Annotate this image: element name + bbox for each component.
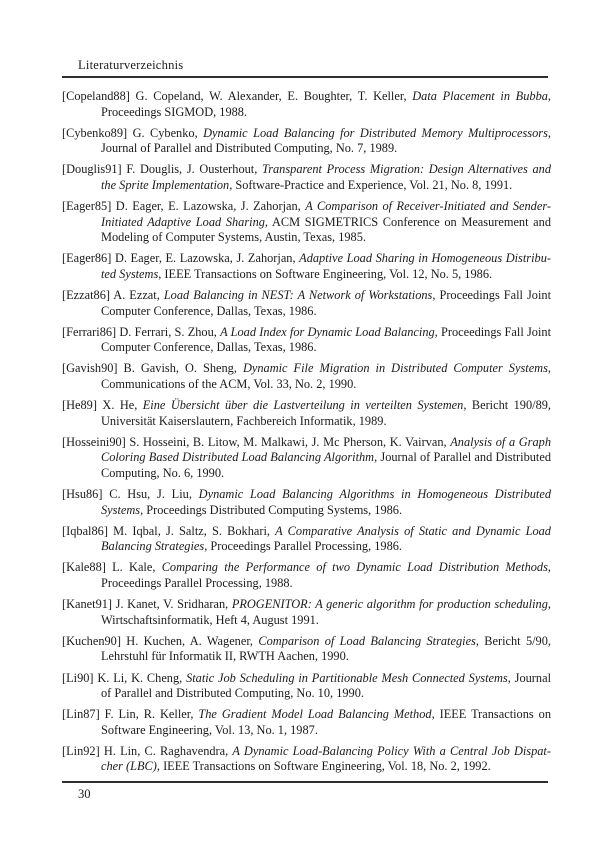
bib-entry bbox=[62, 524, 551, 555]
entry-key-authors: [Iqbal86] M. Iqbal, J. Saltz, S. Bokhari, bbox=[62, 523, 276, 538]
entry-publication: , IEEE Transactions on Software Engineering, Vol. 12, No. 5, 1986. bbox=[158, 266, 493, 281]
bibliography-list bbox=[62, 89, 551, 781]
header-rule bbox=[62, 76, 548, 78]
entry-key-authors: [Hsu86] C. Hsu, J. Liu, bbox=[62, 487, 199, 502]
bib-entry bbox=[62, 126, 551, 157]
entry-publication: , Bericht 190/89, Universität Kaiserslautern, Fachbereich Informatik, 1989. bbox=[101, 398, 552, 428]
entry-publication: , Proceedings Distributed Computing Systems, 1986. bbox=[140, 502, 403, 517]
bib-entry bbox=[62, 707, 551, 738]
entry-publication: , Journal of Parallel and Distributed Computing, No. 7, 1989. bbox=[101, 125, 551, 156]
entry-title: Comparison of Load Balancing Strategies bbox=[258, 633, 476, 648]
entry-title: A Comparison of Receiver-Initiated and Sender-Initiated Adaptive Load Sharing bbox=[101, 199, 551, 229]
bib-entry bbox=[62, 398, 551, 429]
entry-title: The Gradient Model Load Balancing Method bbox=[198, 707, 432, 722]
entry-title: A Load Index for Dynamic Load Balancing bbox=[220, 324, 435, 339]
entry-publication: , Proceedings Parallel Processing, 1988. bbox=[101, 560, 551, 591]
entry-title: A Comparative Analysis of Static and Dynamic Load Balancing Strategies bbox=[101, 523, 551, 554]
page-number: 30 bbox=[78, 787, 91, 801]
footer-rule bbox=[62, 781, 548, 783]
entry-publication: , Journal of Parallel and Distributed Computing, No. 6, 1990. bbox=[101, 450, 552, 480]
bib-entry bbox=[62, 560, 551, 591]
entry-publication: , IEEE Transactions on Software Engineering, Vol. 18, No. 2, 1992. bbox=[156, 759, 491, 774]
entry-key-authors: [Hosseini90] S. Hosseini, B. Litow, M. Malkawi, J. Mc Pherson, K. Vairvan, bbox=[62, 434, 451, 449]
entry-key-authors: [He89] X. He, bbox=[62, 398, 143, 413]
entry-title: Eine Übersicht über die Lastverteilung in verteilten Systemen bbox=[142, 398, 464, 413]
entry-title: PROGENITOR: A generic algorithm for production scheduling bbox=[231, 597, 548, 612]
bib-entry bbox=[62, 251, 551, 282]
entry-key-authors: [Kanet91] J. Kanet, V. Sridharan, bbox=[62, 597, 232, 612]
entry-title: Load Balancing in NEST: A Network of Workstations bbox=[163, 288, 433, 303]
entry-publication: , ACM SIGMETRICS Conference on Measurement and Modeling of Computer Systems, Austin, Texas, 1985. bbox=[101, 214, 551, 245]
bib-entry bbox=[62, 199, 551, 246]
entry-key-authors: [Kale88] L. Kale, bbox=[62, 560, 162, 575]
bib-entry bbox=[62, 487, 551, 518]
entry-title: Adaptive Load Sharing in Homogeneous Distributed Systems bbox=[101, 251, 551, 281]
bib-entry bbox=[62, 671, 551, 702]
bib-entry bbox=[62, 634, 551, 665]
entry-publication: , Proceedings Fall Joint Computer Conference, Dallas, Texas, 1986. bbox=[101, 324, 551, 355]
entry-title: Dynamic Load Balancing Algorithms in Homogeneous Distributed Systems bbox=[101, 487, 552, 517]
entry-publication: , Communications of the ACM, Vol. 33, No. 2, 1990. bbox=[101, 361, 551, 391]
running-head-title: Literaturverzeichnis bbox=[78, 58, 184, 72]
entry-key-authors: [Douglis91] F. Douglis, J. Ousterhout, bbox=[62, 162, 263, 177]
entry-key-authors: [Kuchen90] H. Kuchen, A. Wagener, bbox=[62, 633, 259, 648]
entry-key-authors: [Lin92] H. Lin, C. Raghavendra, bbox=[62, 743, 233, 758]
entry-title: Transparent Process Migration: Design Alternatives and the Sprite Implementation bbox=[101, 162, 551, 192]
entry-publication: , Proceedings Fall Joint Computer Conference, Dallas, Texas, 1986. bbox=[101, 288, 552, 318]
entry-key-authors: [Ezzat86] A. Ezzat, bbox=[62, 288, 164, 303]
entry-publication: , Proceedings SIGMOD, 1988. bbox=[101, 89, 552, 119]
bib-entry bbox=[62, 89, 551, 120]
entry-title: A Dynamic Load-Balancing Policy With a Central Job Dispatcher (LBC) bbox=[101, 743, 551, 774]
entry-key-authors: [Eager85] D. Eager, E. Lazowska, J. Zahorjan, bbox=[62, 199, 306, 214]
bib-entry bbox=[62, 288, 551, 319]
entry-key-authors: [Lin87] F. Lin, R. Keller, bbox=[62, 707, 199, 722]
entry-publication: , Bericht 5/90, Lehrstuhl für Informatik II, RWTH Aachen, 1990. bbox=[101, 633, 551, 664]
bib-entry bbox=[62, 325, 551, 356]
entry-publication: , Proceedings Parallel Processing, 1986. bbox=[204, 539, 403, 554]
entry-title: Dynamic Load Balancing for Distributed Memory Multiprocessors bbox=[203, 125, 548, 140]
entry-key-authors: [Gavish90] B. Gavish, O. Sheng, bbox=[62, 361, 243, 376]
entry-key-authors: [Li90] K. Li, K. Cheng, bbox=[62, 670, 187, 685]
entry-title: Static Job Scheduling in Partitionable Mesh Connected Systems bbox=[186, 670, 508, 685]
bib-entry bbox=[62, 361, 551, 392]
entry-publication: , Software-Practice and Experience, Vol. 21, No. 8, 1991. bbox=[229, 177, 513, 192]
entry-title: Comparing the Performance of two Dynamic Load Distribution Methods bbox=[161, 560, 548, 575]
entry-key-authors: [Copeland88] G. Copeland, W. Alexander, E. Boughter, T. Keller, bbox=[62, 89, 413, 103]
entry-title: Data Placement in Bubba bbox=[412, 89, 548, 103]
bib-entry bbox=[62, 435, 551, 482]
entry-publication: , Wirtschaftsinformatik, Heft 4, August 1991. bbox=[101, 597, 551, 627]
entry-title: Analysis of a Graph Coloring Based Distributed Load Balancing Algorithm bbox=[101, 434, 552, 465]
entry-publication: , IEEE Transactions on Software Engineering, Vol. 13, No. 1, 1987. bbox=[101, 707, 551, 737]
entry-title: Dynamic File Migration in Distributed Computer Systems bbox=[242, 361, 548, 376]
bib-entry bbox=[62, 744, 551, 775]
bib-entry bbox=[62, 597, 551, 628]
entry-key-authors: [Cybenko89] G. Cybenko, bbox=[62, 125, 204, 140]
entry-key-authors: [Eager86] D. Eager, E. Lazowska, J. Zahorjan, bbox=[62, 251, 300, 266]
bib-entry bbox=[62, 162, 551, 193]
entry-publication: , Journal of Parallel and Distributed Computing, No. 10, 1990. bbox=[101, 670, 551, 701]
entry-key-authors: [Ferrari86] D. Ferrari, S. Zhou, bbox=[62, 324, 221, 339]
